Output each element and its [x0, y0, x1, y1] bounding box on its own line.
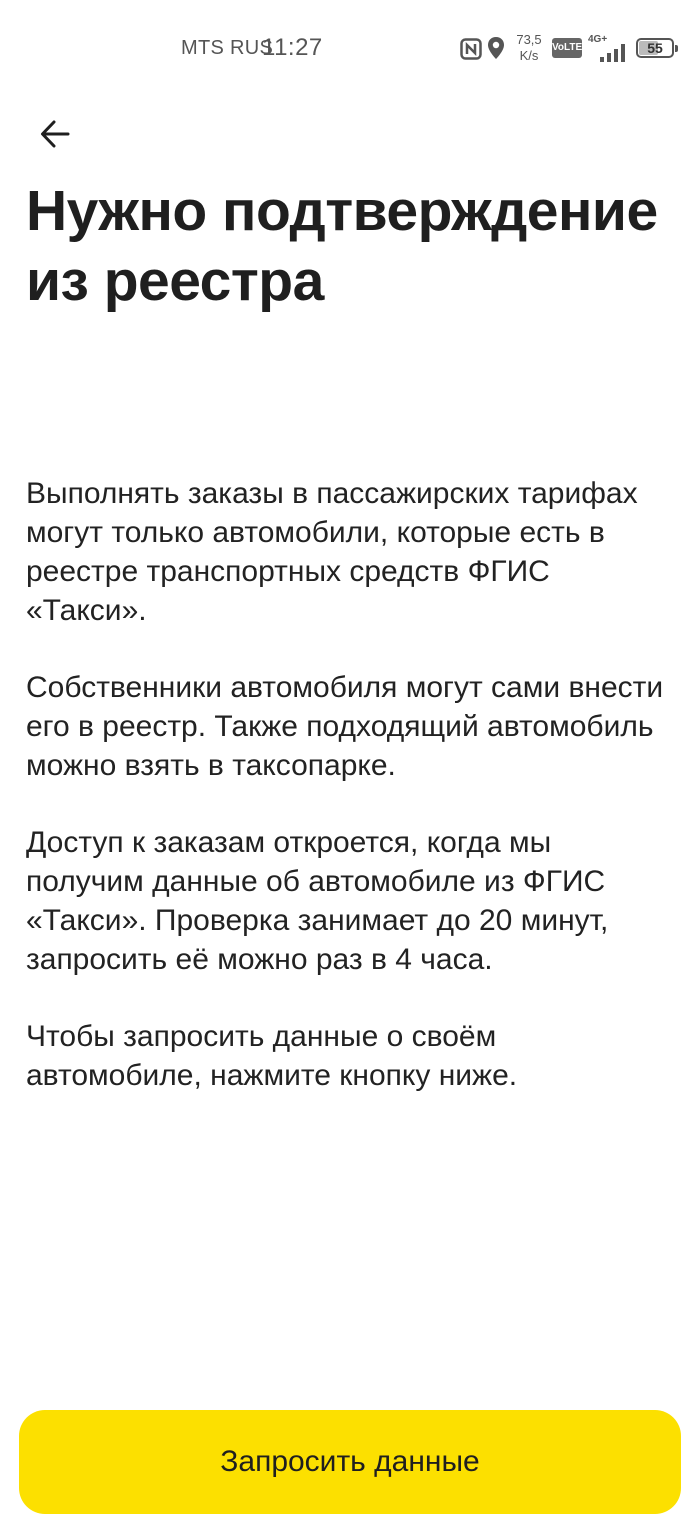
paragraph-owners: Собственники автомобиля могут сами внести его в реестр. Также подходящий автомобиль можно взять в таксопарке. — [26, 671, 664, 782]
speed-unit: K/s — [519, 48, 539, 63]
network-type: 4G+ — [588, 34, 608, 45]
volte-badge: VoLTE — [552, 38, 582, 58]
nfc-icon — [460, 38, 482, 60]
back-button[interactable] — [26, 106, 84, 162]
description — [26, 474, 676, 1133]
page-title: Нужно подтверждение из реестра — [26, 179, 658, 313]
location-icon — [486, 36, 506, 60]
paragraph-registry: Выполнять заказы в пассажирских тарифах могут только автомобили, которые есть в реестре транспортных средств ФГИС «Такси». — [26, 477, 638, 627]
arrow-left-icon — [40, 120, 70, 148]
speed-value: 73,5 — [516, 32, 542, 47]
carrier-name: MTS RUS — [181, 37, 274, 59]
status-bar — [0, 0, 700, 96]
request-data-button-label: Запросить данные — [220, 1445, 480, 1478]
network-speed — [512, 32, 546, 64]
battery-icon — [636, 38, 674, 58]
battery-level: 55 — [647, 40, 663, 56]
paragraph-request-hint: Чтобы запросить данные о своём автомобиле, нажмите кнопку ниже. — [26, 1020, 518, 1092]
signal-icon — [588, 34, 628, 62]
status-time: 11:27 — [262, 34, 323, 61]
request-data-button[interactable] — [19, 1410, 681, 1514]
paragraph-access: Доступ к заказам откроется, когда мы получим данные об автомобиле из ФГИС «Такси». Проверка занимает до 20 минут, запросить её можно раз в 4 часа. — [26, 826, 609, 976]
